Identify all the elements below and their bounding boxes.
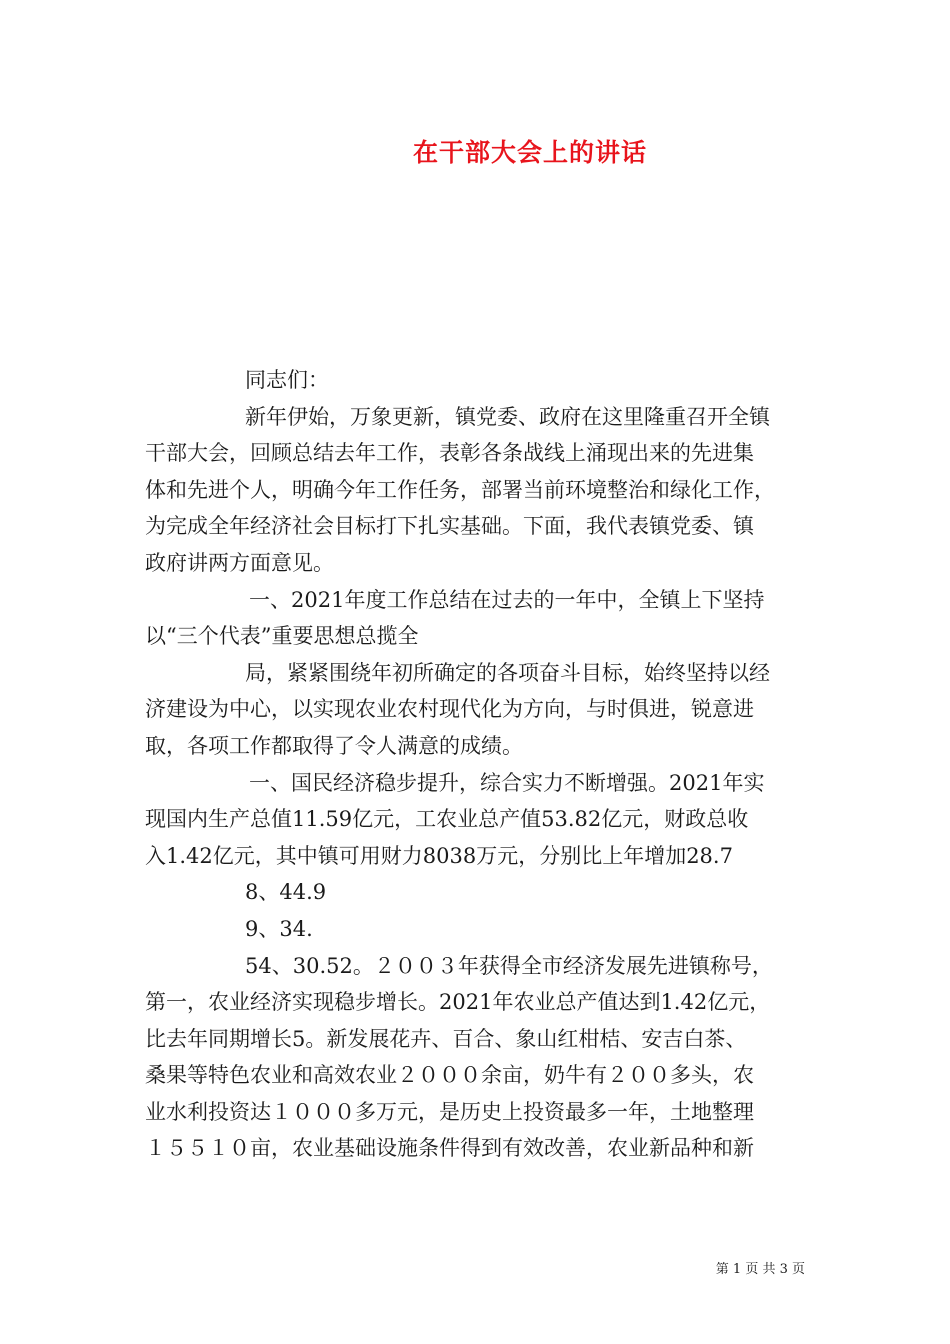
text-line: 局，紧紧围绕年初所确定的各项奋斗目标，始终坚持以经 xyxy=(245,660,770,685)
text-line: 以“三个代表”重要思想总揽全 xyxy=(145,624,419,649)
text-line: 为完成全年经济社会目标打下扎实基础。下面，我代表镇党委、镇 xyxy=(145,514,754,539)
text-line: 第一，农业经济实现稳步增长。2021年农业总产值达到1.42亿元， xyxy=(145,990,771,1015)
text-line: 体和先进个人，明确今年工作任务，部署当前环境整治和绿化工作， xyxy=(145,477,775,502)
text-line: 入1.42亿元，其中镇可用财力8038万元，分别比上年增加28.7 xyxy=(145,843,733,868)
text-line: 54、30.52。２００３年获得全市经济发展先进镇称号， xyxy=(245,953,773,978)
page-title: 在干部大会上的讲话 xyxy=(412,138,647,167)
text-line: 业水利投资达１０００多万元，是历史上投资最多一年，土地整理 xyxy=(145,1099,754,1124)
text-line: 济建设为中心，以实现农业农村现代化为方向，与时俱进，锐意进 xyxy=(145,697,754,722)
text-line: 现国内生产总值11.59亿元，工农业总产值53.82亿元，财政总收 xyxy=(145,807,749,832)
text-line: 取，各项工作都取得了令人满意的成绩。 xyxy=(145,733,523,758)
text-line: 比去年同期增长5。新发展花卉、百合、象山红柑桔、安吉白茶、 xyxy=(145,1026,747,1051)
text-line: 9、34. xyxy=(245,916,313,941)
text-line: 桑果等特色农业和高效农业２０００余亩，奶牛有２００多头，农 xyxy=(145,1063,754,1088)
page-number-footer: 第 1 页 共 3 页 xyxy=(715,1262,805,1277)
text-line: 新年伊始，万象更新，镇党委、政府在这里隆重召开全镇 xyxy=(245,404,770,429)
document-body xyxy=(145,362,815,1167)
section-heading-line: 一、国民经济稳步提升，综合实力不断增强。2021年实 xyxy=(249,770,765,795)
salutation-line: 同志们： xyxy=(245,368,329,392)
section-heading-line: 一、2021年度工作总结在过去的一年中，全镇上下坚持 xyxy=(249,587,765,612)
text-line: 政府讲两方面意见。 xyxy=(145,550,334,575)
text-line: 干部大会，回顾总结去年工作，表彰各条战线上涌现出来的先进集 xyxy=(145,441,754,466)
text-line: 8、44.9 xyxy=(245,880,327,905)
text-line: １５５１０亩，农业基础设施条件得到有效改善，农业新品种和新 xyxy=(145,1136,754,1161)
